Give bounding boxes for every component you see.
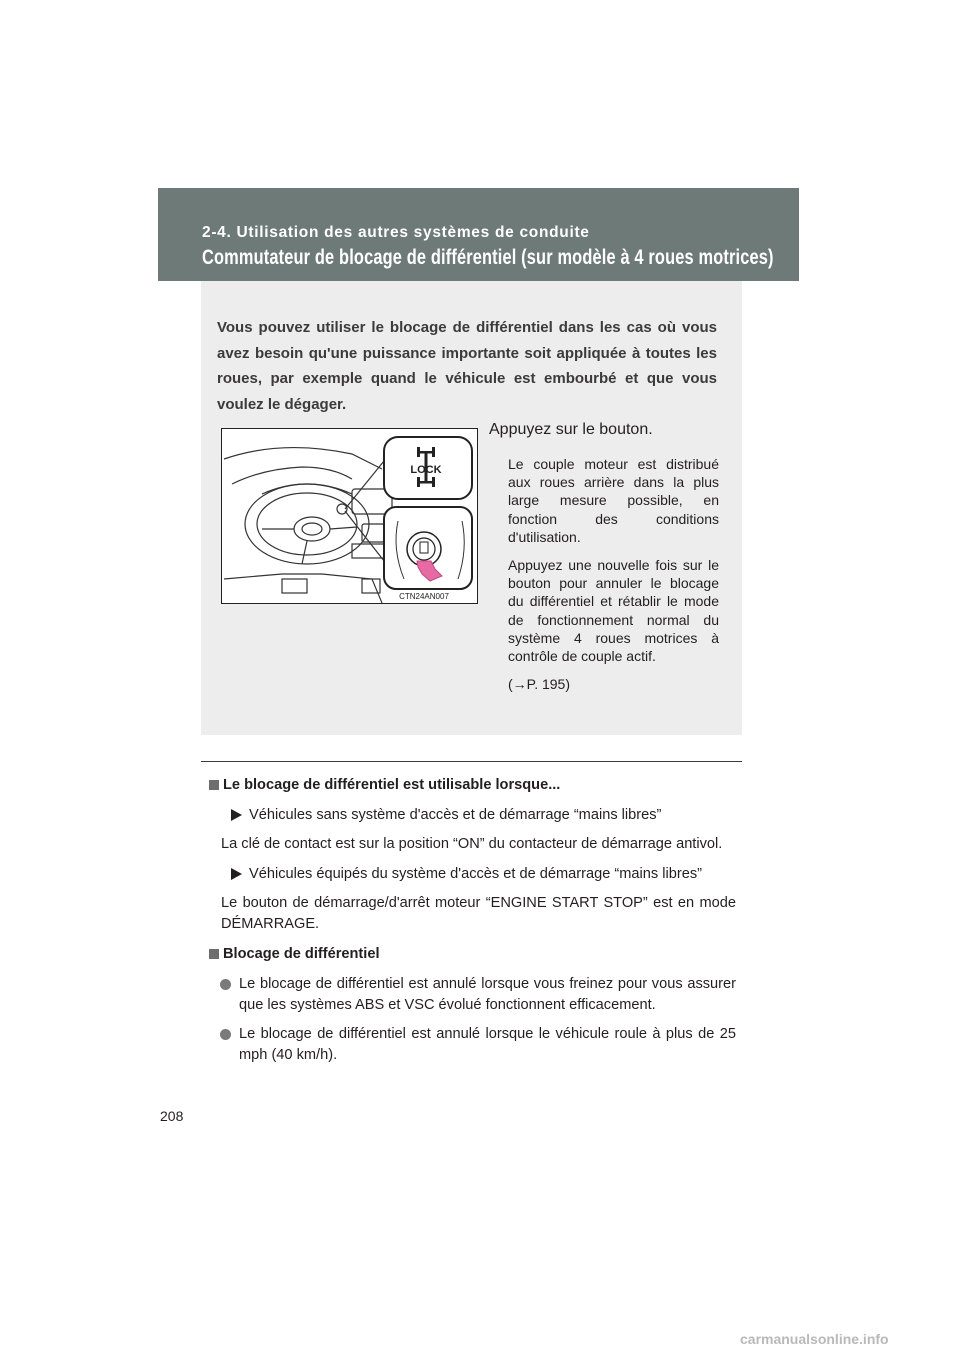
intro-text: Vous pouvez utiliser le blocage de différentiel dans les cas où vous avez besoin qu'une puissance importante soit appliquée à toutes les roues, par exemple quand le véhicule est embourbé et que vous voulez le dégager. <box>217 319 717 413</box>
step-caption: Appuyez sur le bouton. <box>489 421 653 438</box>
step-text-1: Le couple moteur est distribué aux roues arrière dans la plus large mesure possible, en fonction des conditions d'utilisation. <box>508 456 719 545</box>
note-bullet-1: Le blocage de différentiel est annulé lorsque vous freinez pour vous assurer que les systèmes ABS et VSC évolué fonctionnent efficacement. <box>239 974 736 1016</box>
case-without-smart-key: Véhicules sans système d'accès et de démarrage “mains libres” <box>231 805 736 826</box>
round-bullet-icon <box>220 979 231 990</box>
note-bullet-2: Le blocage de différentiel est annulé lorsque le véhicule roule à plus de 25 mph (40 km/h). <box>239 1024 736 1066</box>
section-label: 2-4. Utilisation des autres systèmes de conduite <box>202 224 590 241</box>
note-heading-availability: Le blocage de différentiel est utilisable lorsque... <box>209 775 736 796</box>
square-bullet-icon <box>209 780 219 790</box>
page-reference: (→P. 195) <box>508 676 570 693</box>
square-bullet-icon <box>209 949 219 959</box>
section-header <box>158 188 799 281</box>
intro-box <box>201 281 742 735</box>
divider <box>201 761 742 762</box>
case-with-smart-key-text: Le bouton de démarrage/d'arrêt moteur “ENGINE START STOP” est en mode DÉMARRAGE. <box>221 895 736 932</box>
lock-label: LOCK <box>410 464 442 476</box>
step-body <box>508 455 719 693</box>
note-heading-diff-lock: Blocage de différentiel <box>209 944 736 965</box>
lock-callout <box>384 437 472 499</box>
page-number: 208 <box>160 1108 184 1124</box>
triangle-arrow-icon <box>231 809 242 821</box>
step-text-2: Appuyez une nouvelle fois sur le bouton pour annuler le blocage du différentiel et rétablir le mode de fonctionnement normal du système 4 roues motrices à contrôle de couple actif. <box>508 557 719 665</box>
round-bullet-icon <box>220 1029 231 1040</box>
dashboard-drawing <box>222 429 477 603</box>
figure-code: CTN24AN007 <box>399 592 449 601</box>
page-title: Commutateur de blocage de différentiel (sur modèle à 4 roues motrices) <box>202 246 774 269</box>
case-without-smart-key-text: La clé de contact est sur la position “ON” du contacteur de démarrage antivol. <box>221 836 723 852</box>
dashboard-illustration <box>221 428 478 604</box>
button-callout <box>384 507 472 589</box>
watermark: carmanualsonline.info <box>740 1331 889 1347</box>
triangle-arrow-icon <box>231 868 242 880</box>
case-with-smart-key: Véhicules équipés du système d'accès et de démarrage “mains libres” <box>231 864 736 885</box>
notes-section <box>209 775 736 1074</box>
